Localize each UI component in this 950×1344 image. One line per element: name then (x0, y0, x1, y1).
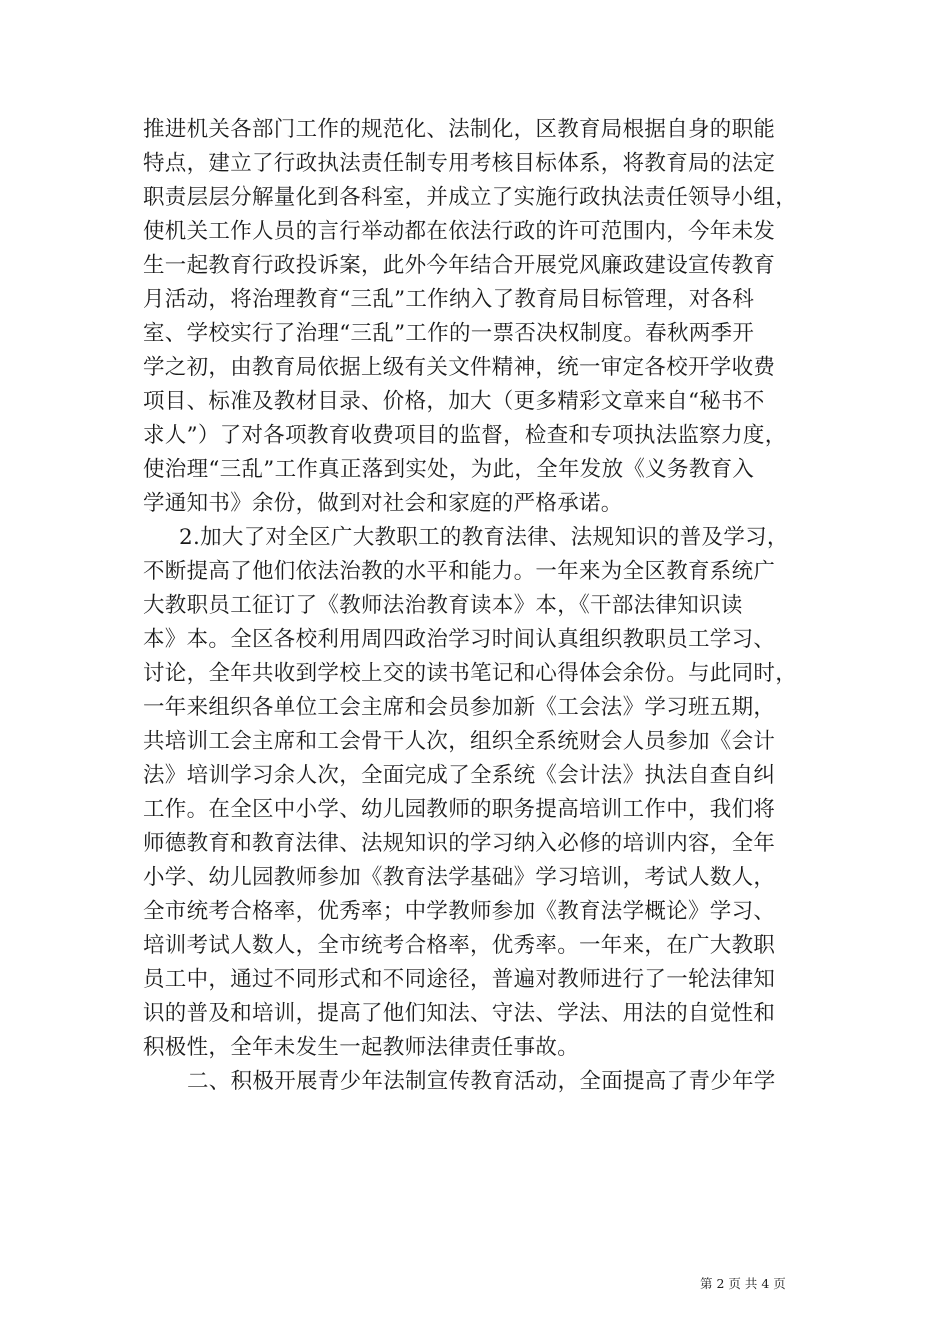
text-line: 共培训工会主席和工会骨干人次，组织全系统财会人员参加《会计 (143, 729, 776, 754)
text-line: 师德教育和教育法律、法规知识的学习纳入必修的培训内容，全年 (143, 831, 776, 856)
text-line: 使机关工作人员的言行举动都在依法行政的许可范围内，今年未发 (143, 219, 776, 244)
document-body (143, 113, 811, 1099)
text-line: 一年来组织各单位工会主席和会员参加新《工会法》学习班五期， (143, 695, 776, 720)
paragraph-2 (143, 521, 811, 1065)
text-line: 职责层层分解量化到各科室，并成立了实施行政执法责任领导小组， (143, 185, 798, 210)
text-line: 不断提高了他们依法治教的水平和能力。一年来为全区教育系统广 (143, 559, 776, 584)
text-line: 生一起教育行政投诉案，此外今年结合开展党风廉政建设宣传教育 (143, 253, 776, 278)
text-line: 小学、幼儿园教师参加《教育法学基础》学习培训，考试人数人， (143, 865, 776, 890)
text-line: 室、学校实行了治理“三乱”工作的一票否决权制度。春秋两季开 (143, 321, 755, 346)
text-line: 全市统考合格率，优秀率；中学教师参加《教育法学概论》学习、 (143, 899, 776, 924)
text-line: 法》培训学习余人次，全面完成了全系统《会计法》执法自查自纠 (143, 763, 776, 788)
text-line: 培训考试人数人，全市统考合格率，优秀率。一年来，在广大教职 (143, 933, 776, 958)
text-line: 讨论，全年共收到学校上交的读书笔记和心得体会余份。与此同时， (143, 661, 798, 686)
text-line: 二、积极开展青少年法制宣传教育活动，全面提高了青少年学 (187, 1069, 776, 1094)
text-line: 本》本。全区各校利用周四政治学习时间认真组织教职员工学习、 (143, 627, 776, 652)
text-line: 月活动，将治理教育“三乱”工作纳入了教育局目标管理，对各科 (143, 287, 755, 312)
text-line: 积极性，全年未发生一起教师法律责任事故。 (143, 1035, 580, 1060)
text-line: 员工中，通过不同形式和不同途径，普遍对教师进行了一轮法律知 (143, 967, 776, 992)
text-line: 推进机关各部门工作的规范化、法制化，区教育局根据自身的职能 (143, 117, 776, 142)
text-line: 工作。在全区中小学、幼儿园教师的职务提高培训工作中，我们将 (143, 797, 776, 822)
text-line: 识的普及和培训，提高了他们知法、守法、学法、用法的自觉性和 (143, 1001, 776, 1026)
paragraph-1 (143, 113, 811, 521)
text-line: 特点，建立了行政执法责任制专用考核目标体系，将教育局的法定 (143, 151, 776, 176)
text-line: 学之初，由教育局依据上级有关文件精神，统一审定各校开学收费 (143, 355, 776, 380)
text-line: 求人”）了对各项教育收费项目的监督，检查和专项执法监察力度， (143, 423, 787, 448)
text-line: 学通知书》余份，做到对社会和家庭的严格承诺。 (143, 491, 623, 516)
page-number-footer: 第 2 页 共 4 页 (700, 1276, 786, 1291)
text-line: 大教职员工征订了《教师法治教育读本》本，《干部法律知识读 (143, 593, 743, 618)
paragraph-3 (143, 1065, 811, 1099)
text-line: 2.加大了对全区广大教职工的教育法律、法规知识的普及学习， (179, 525, 789, 550)
text-line: 项目、标准及教材目录、价格，加大（更多精彩文章来自“秘书不 (143, 389, 765, 414)
text-line: 使治理“三乱”工作真正落到实处，为此，全年发放《义务教育入 (143, 457, 755, 482)
